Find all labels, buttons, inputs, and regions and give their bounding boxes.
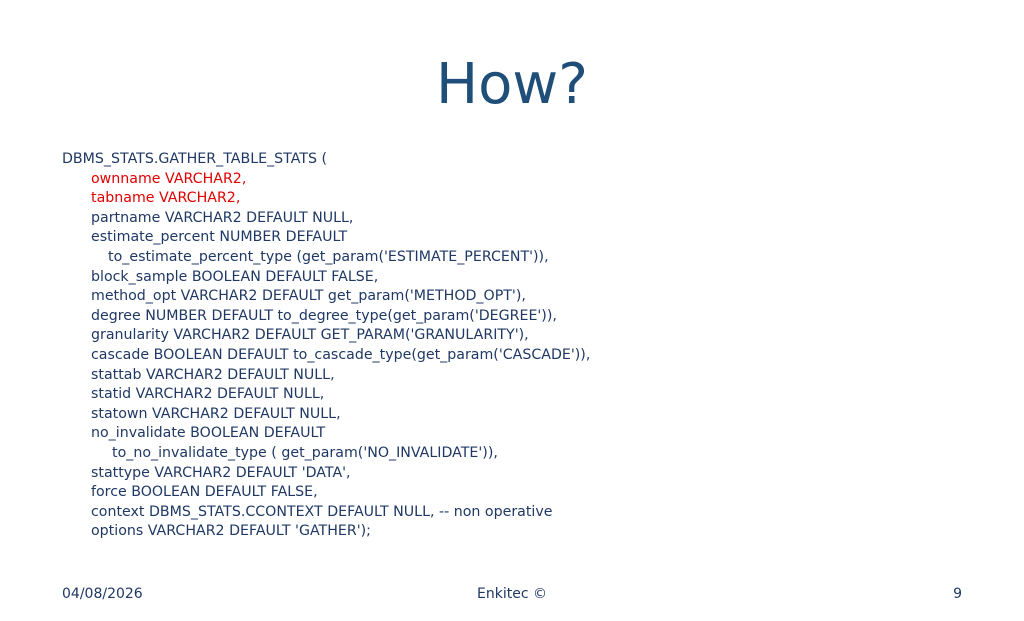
code-line: method_opt VARCHAR2 DEFAULT get_param('METHOD_OPT'),: [91, 288, 526, 305]
code-line: force BOOLEAN DEFAULT FALSE,: [91, 484, 318, 501]
code-line: estimate_percent NUMBER DEFAULT: [91, 229, 348, 246]
footer-date: 04/08/2026: [62, 586, 143, 602]
code-line: partname VARCHAR2 DEFAULT NULL,: [91, 209, 354, 226]
footer-copyright: Enkitec ©: [477, 586, 547, 602]
code-line: stattab VARCHAR2 DEFAULT NULL,: [91, 366, 335, 383]
code-line: to_no_invalidate_type ( get_param('NO_INVALIDATE')),: [112, 444, 498, 461]
slide-number: 9: [953, 586, 962, 602]
code-line: to_estimate_percent_type (get_param('ESTIMATE_PERCENT')),: [108, 248, 549, 265]
code-line: context DBMS_STATS.CCONTEXT DEFAULT NULL, -- non operative: [91, 503, 553, 520]
code-line: cascade BOOLEAN DEFAULT to_cascade_type(get_param('CASCADE')),: [91, 346, 591, 363]
code-line: no_invalidate BOOLEAN DEFAULT: [91, 425, 326, 442]
required-parameter-line: tabname VARCHAR2,: [91, 190, 241, 207]
code-line: granularity VARCHAR2 DEFAULT GET_PARAM('GRANULARITY'),: [91, 327, 529, 344]
code-line: DBMS_STATS.GATHER_TABLE_STATS (: [62, 151, 328, 167]
slide-title: How?: [436, 52, 588, 117]
code-line: degree NUMBER DEFAULT to_degree_type(get_param('DEGREE')),: [91, 307, 557, 324]
code-line: statid VARCHAR2 DEFAULT NULL,: [91, 386, 325, 403]
code-line: stattype VARCHAR2 DEFAULT 'DATA',: [91, 464, 351, 481]
code-line: statown VARCHAR2 DEFAULT NULL,: [91, 405, 341, 422]
required-parameter-line: ownname VARCHAR2,: [91, 170, 247, 187]
code-line: options VARCHAR2 DEFAULT 'GATHER');: [91, 523, 371, 540]
code-line: block_sample BOOLEAN DEFAULT FALSE,: [91, 268, 379, 285]
code-block: [62, 150, 962, 542]
